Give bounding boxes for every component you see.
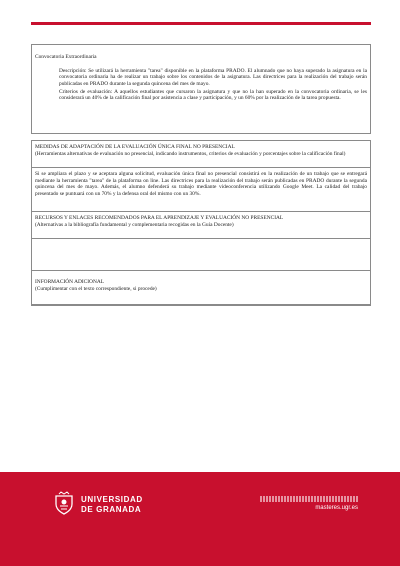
extraordinary-exam-description: Descripción: Se utilizará la herramienta "tarea" disponible en la plataforma PRADO. El alumnado que no haya superado la asignatura en la convocatoria ordinaria ha de realizar un trabajo sobre los contenidos de la asignatura. Las directrices para la realización del trabajo serán publicadas en PRADO durante la segunda quincena del mes de mayo. [59,67,367,87]
university-name-line2: DE GRANADA [81,504,142,514]
posgrado-wordmark-icon [260,496,358,502]
additional-subtitle: (Cumplimentar con el texto correspondiente, si procede) [35,285,157,292]
university-name [81,495,143,514]
resources-body-row [32,239,370,271]
additional-header-row [32,271,370,305]
adaptation-table [31,140,371,306]
measures-body: Si se ampliara el plazo y se aceptara alguna solicitud, evaluación única final no presencial consistirá en la realización de un trabajo que se entregará mediante la herramienta "tarea" de la plataforma on line. Las directrices para la realización del trabajo serán publicadas en PRADO durante la segunda quincena del mes de mayo. Además, el alumno defenderá su trabajo mediante videoconferencia utilizando Google Meet. La calidad del trabajo presentado se puntuará con un 70% y la defensa oral del mismo con un 30%. [35,171,367,198]
posgrado-url[interactable]: masteres.ugr.es [315,505,358,511]
measures-subtitle: (Herramientas alternativas de evaluación no presencial, indicando instrumentos, criterios de evaluación y porcentajes sobre la calificación final) [35,150,346,157]
extraordinary-exam-box [31,44,371,134]
footer-band [0,472,400,566]
measures-header-row [32,141,370,168]
extraordinary-exam-criteria: Criterios de evaluación: A aquellos estudiantes que cursaron la asignatura y que no la han superado en la convocatoria ordinaria, se les considerará un 40% de la calificación final por asistencia a clase y participación, y un 60% por la realización de la tarea propuesta. [59,88,367,102]
university-name-line1: UNIVERSIDAD [81,495,143,504]
header-accent-rule [31,22,371,25]
resources-title: RECURSOS Y ENLACES RECOMENDADOS PARA EL APRENDIZAJE Y EVALUACIÓN NO PRESENCIAL [35,215,284,221]
extraordinary-exam-title: Convocatoria Extraordinaria [35,54,97,60]
measures-title: MEDIDAS DE ADAPTACIÓN DE LA EVALUACIÓN ÚNICA FINAL NO PRESENCIAL [35,144,235,150]
additional-title: INFORMACIÓN ADICIONAL [35,279,105,285]
university-crest-icon [52,491,76,515]
resources-header-row [32,212,370,239]
measures-body-row [32,168,370,212]
posgrado-logo [260,496,358,512]
resources-subtitle: (Alternativas a la bibliografía fundamental y complementaria recogidas en la Guía Docente) [35,221,234,228]
